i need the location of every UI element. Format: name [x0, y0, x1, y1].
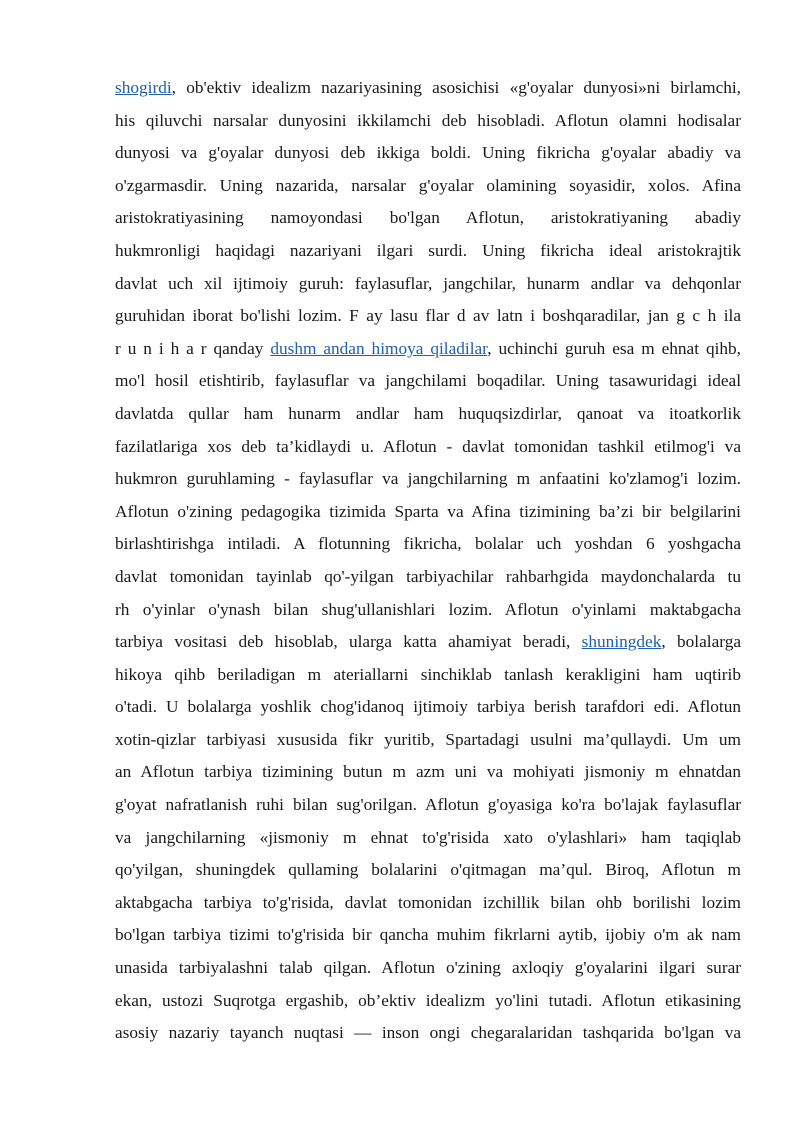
text-line-10: mo'l hosil etishtirib, faylasuflar va jangchilami boqadilar. Uning tasawuridagi ideal — [115, 371, 741, 391]
text-line-7: davlat uch xil ijtimoiy guruh: faylasuflar, jangchilar, hunarm andlar va dehqonlar — [115, 273, 741, 293]
text-line-28: unasida tarbiyalashni talab qilgan. Aflotun o'zining axloqiy g'oyalarini ilgari surar — [115, 958, 741, 978]
text-line-1: shogirdi, ob'ektiv idealizm nazariyasining asosichisi «g'oyalar dunyosi»ni birlamchi, — [115, 78, 741, 97]
text-line-12: fazilatlariga xos deb ta’kidlaydi u. Aflotun - davlat tomonidan tashkil etilmog'i va — [115, 436, 741, 456]
text-line-18: tarbiya vositasi deb hisoblab, ularga katta ahamiyat beradi, shuningdek, bolalarga — [115, 632, 741, 652]
text-line-15: birlashtirishga intiladi. A flotunning fikricha, bolalar uch yoshdan 6 yoshgacha — [115, 534, 741, 554]
text-line-27: bo'lgan tarbiya tizimi to'g'risida bir qancha muhim fikrlarni aytib, ijobiy o'm ak nam — [115, 925, 741, 945]
text-line-20: o'tadi. U bolalarga yoshlik chog'idanoq ijtimoiy tarbiya berish tarafdori edi. Aflotun — [115, 697, 741, 717]
text-line-16: davlat tomonidan tayinlab qo'-yilgan tarbiyachilar rahbarhgida maydonchalarda tu — [115, 566, 741, 586]
text-line-21: xotin-qizlar tarbiyasi xususida fikr yuritib, Spartadagi usulni ma’qullaydi. Um um — [115, 729, 741, 749]
link-dushmandan-himoya[interactable]: dushm andan himoya qiladilar — [270, 338, 488, 358]
text-line-8: guruhidan iborat bo'lishi lozim. F ay lasu flar d av latn i boshqaradilar, jan g c h ila — [115, 306, 741, 326]
text-line-3: dunyosi va g'oyalar dunyosi deb ikkiga boldi. Uning fikricha g'oyalar abadiy va — [115, 143, 741, 163]
text-line-17: rh o'yinlar o'ynash bilan shug'ullanishlari lozim. Aflotun o'yinlami maktabgacha — [115, 599, 741, 619]
link-shuningdek[interactable]: shuningdek — [581, 632, 662, 652]
text-line-24: va jangchilarning «jismoniy m ehnat to'g'risida xato o'ylashlari» ham taqiqlab — [115, 827, 741, 847]
text-line-5: aristokratiyasining namoyondasi bo'lgan Aflotun, aristokratiyaning abadiy — [115, 208, 741, 228]
text-line-4: o'zgarmasdir. Uning nazarida, narsalar g'oyalar olamining soyasidir, xolos. Afina — [115, 175, 741, 195]
text-line-30: asosiy nazariy tayanch nuqtasi — inson ongi chegaralaridan tashqarida bo'lgan va — [115, 1023, 741, 1043]
text-line-26: aktabgacha tarbiya to'g'risida, davlat tomonidan izchillik bilan ohb borilishi lozim — [115, 892, 741, 912]
text-line-13: hukmron guruhlaming - faylasuflar va jangchilarning m anfaatini ko'zlamog'i lozim. — [115, 469, 741, 489]
text-line-11: davlatda qullar ham hunarm andlar ham huquqsizdirlar, qanoat va itoatkorlik — [115, 403, 741, 423]
text-line-25: qo'yilgan, shuningdek qullaming bolalarini o'qitmagan ma’qul. Biroq, Aflotun m — [115, 860, 741, 880]
text-line-23: g'oyat nafratlanish ruhi bilan sug'orilgan. Aflotun g'oyasiga ko'ra bo'lajak faylasuflar — [115, 795, 741, 815]
text-line-19: hikoya qihb beriladigan m ateriallarni sinchiklab tanlash kerakligini ham uqtirib — [115, 664, 741, 684]
document-body — [115, 72, 741, 1050]
link-shogirdi[interactable]: shogirdi — [115, 78, 172, 97]
text-line-9: r u n i h a r qanday dushm andan himoya qiladilar, uchinchi guruh esa m ehnat qihb, — [115, 338, 741, 358]
text-line-2: his qiluvchi narsalar dunyosini ikkilamchi deb hisobladi. Aflotun olamni hodisalar — [115, 110, 741, 130]
text-line-14: Aflotun o'zining pedagogika tizimida Sparta va Afina tizimining ba’zi bir belgilarini — [115, 501, 741, 521]
text-line-22: an Aflotun tarbiya tizimining butun m azm uni va mohiyati jismoniy m ehnatdan — [115, 762, 741, 782]
text-line-6: hukmronligi haqidagi nazariyani ilgari surdi. Uning fikricha ideal aristokrajtik — [115, 240, 741, 260]
text-line-29: ekan, ustozi Suqrotga ergashib, ob’ektiv idealizm yo'lini tutadi. Aflotun etikasining — [115, 990, 741, 1010]
